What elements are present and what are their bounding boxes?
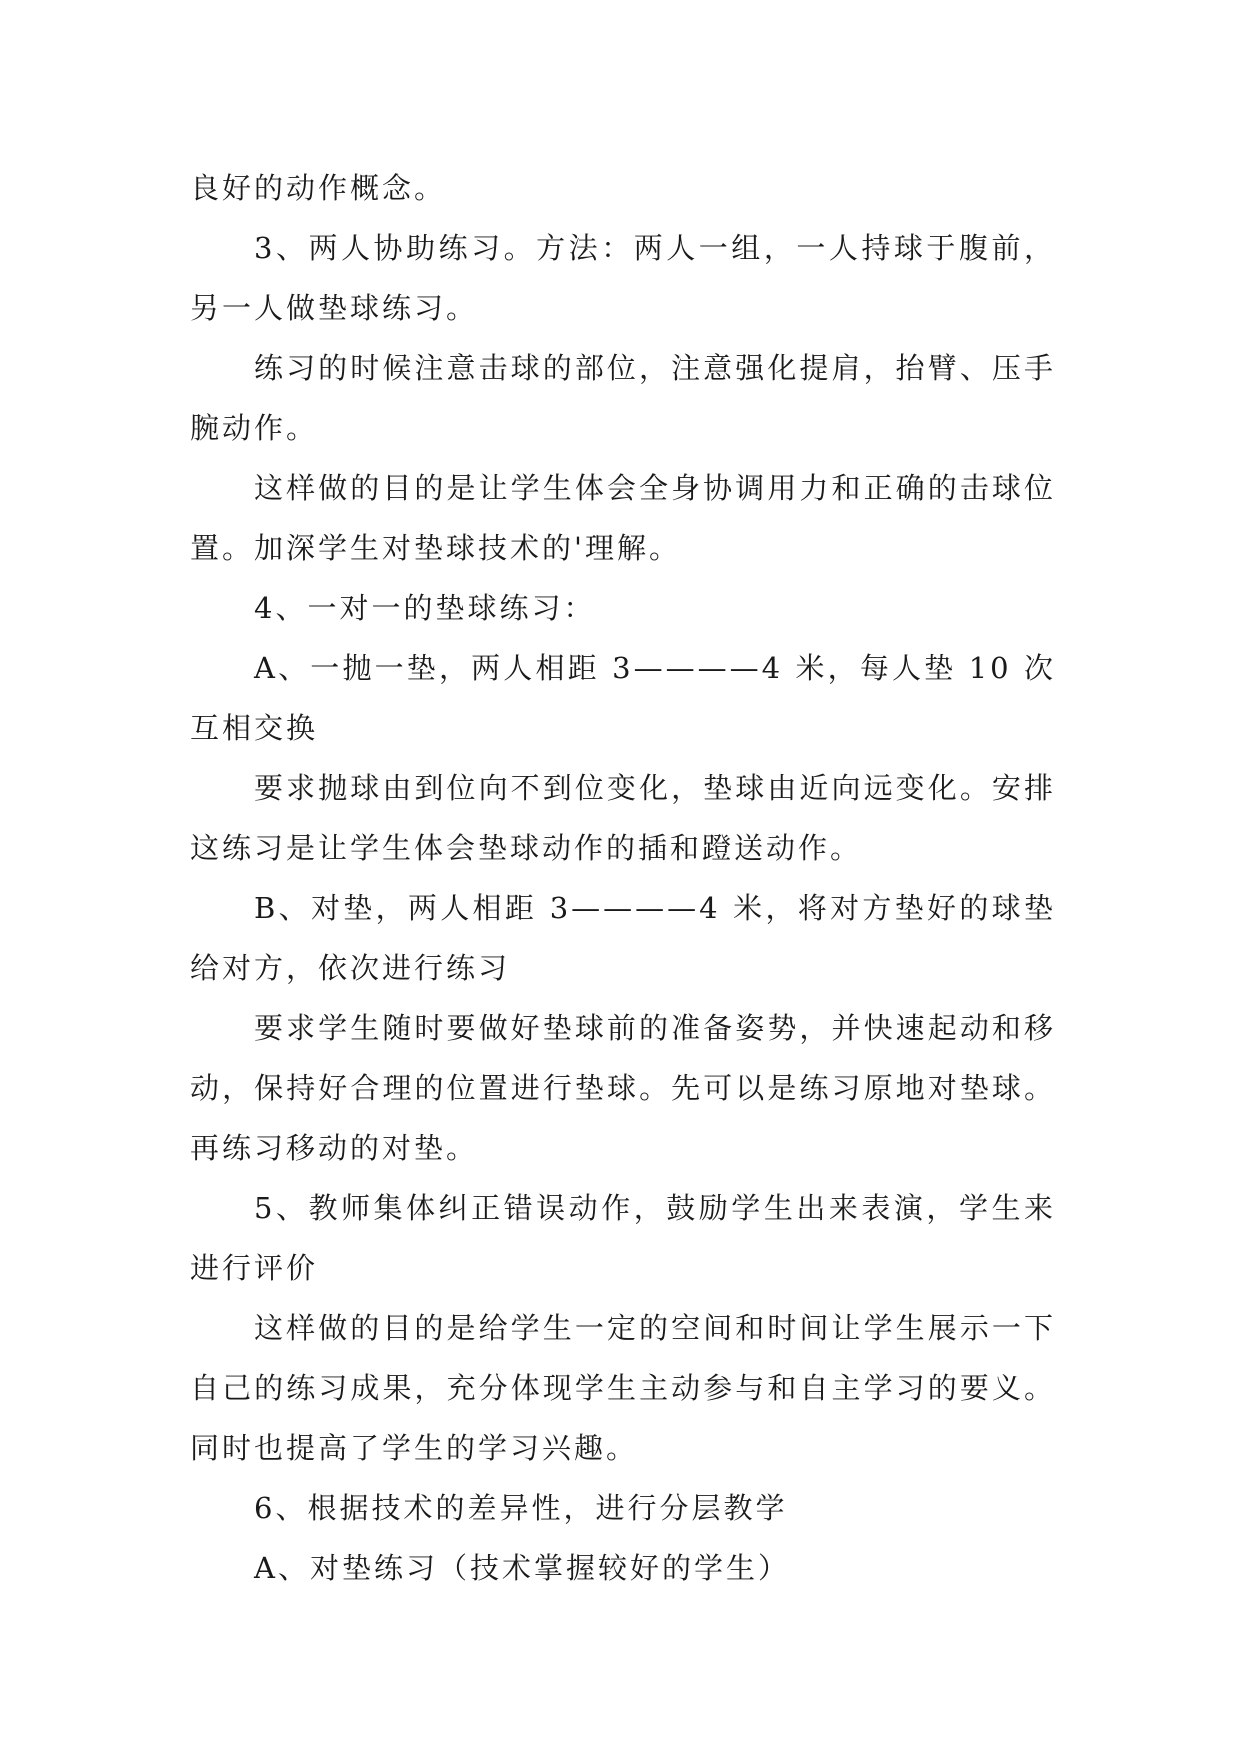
paragraph-4: 这样做的目的是让学生体会全身协调用力和正确的击球位置。加深学生对垫球技术的'理解。 — [190, 471, 1056, 565]
paragraph-3: 练习的时候注意击球的部位，注意强化提肩，抬臂、压手腕动作。 — [190, 351, 1056, 445]
paragraph-1: 良好的动作概念。 — [190, 171, 447, 205]
paragraph-9: 要求学生随时要做好垫球前的准备姿势，并快速起动和移动，保持好合理的位置进行垫球。先可以是练习原地对垫球。再练习移动的对垫。 — [190, 1011, 1056, 1165]
paragraph-10: 5、教师集体纠正错误动作，鼓励学生出来表演，学生来进行评价 — [190, 1191, 1056, 1285]
paragraph-7: 要求抛球由到位向不到位变化，垫球由近向远变化。安排这练习是让学生体会垫球动作的插和蹬送动作。 — [190, 771, 1056, 865]
paragraph-6: A、一抛一垫，两人相距 3————4 米，每人垫 10 次互相交换 — [190, 651, 1056, 745]
document-body — [190, 158, 1056, 1598]
paragraph-2: 3、两人协助练习。方法：两人一组，一人持球于腹前，另一人做垫球练习。 — [190, 231, 1056, 325]
paragraph-5: 4、一对一的垫球练习： — [254, 591, 596, 625]
paragraph-13: A、对垫练习（技术掌握较好的学生） — [254, 1551, 790, 1585]
paragraph-12: 6、根据技术的差异性，进行分层教学 — [254, 1491, 788, 1525]
paragraph-8: B、对垫，两人相距 3————4 米，将对方垫好的球垫给对方，依次进行练习 — [190, 891, 1056, 985]
paragraph-11: 这样做的目的是给学生一定的空间和时间让学生展示一下自己的练习成果，充分体现学生主动参与和自主学习的要义。同时也提高了学生的学习兴趣。 — [190, 1311, 1056, 1465]
